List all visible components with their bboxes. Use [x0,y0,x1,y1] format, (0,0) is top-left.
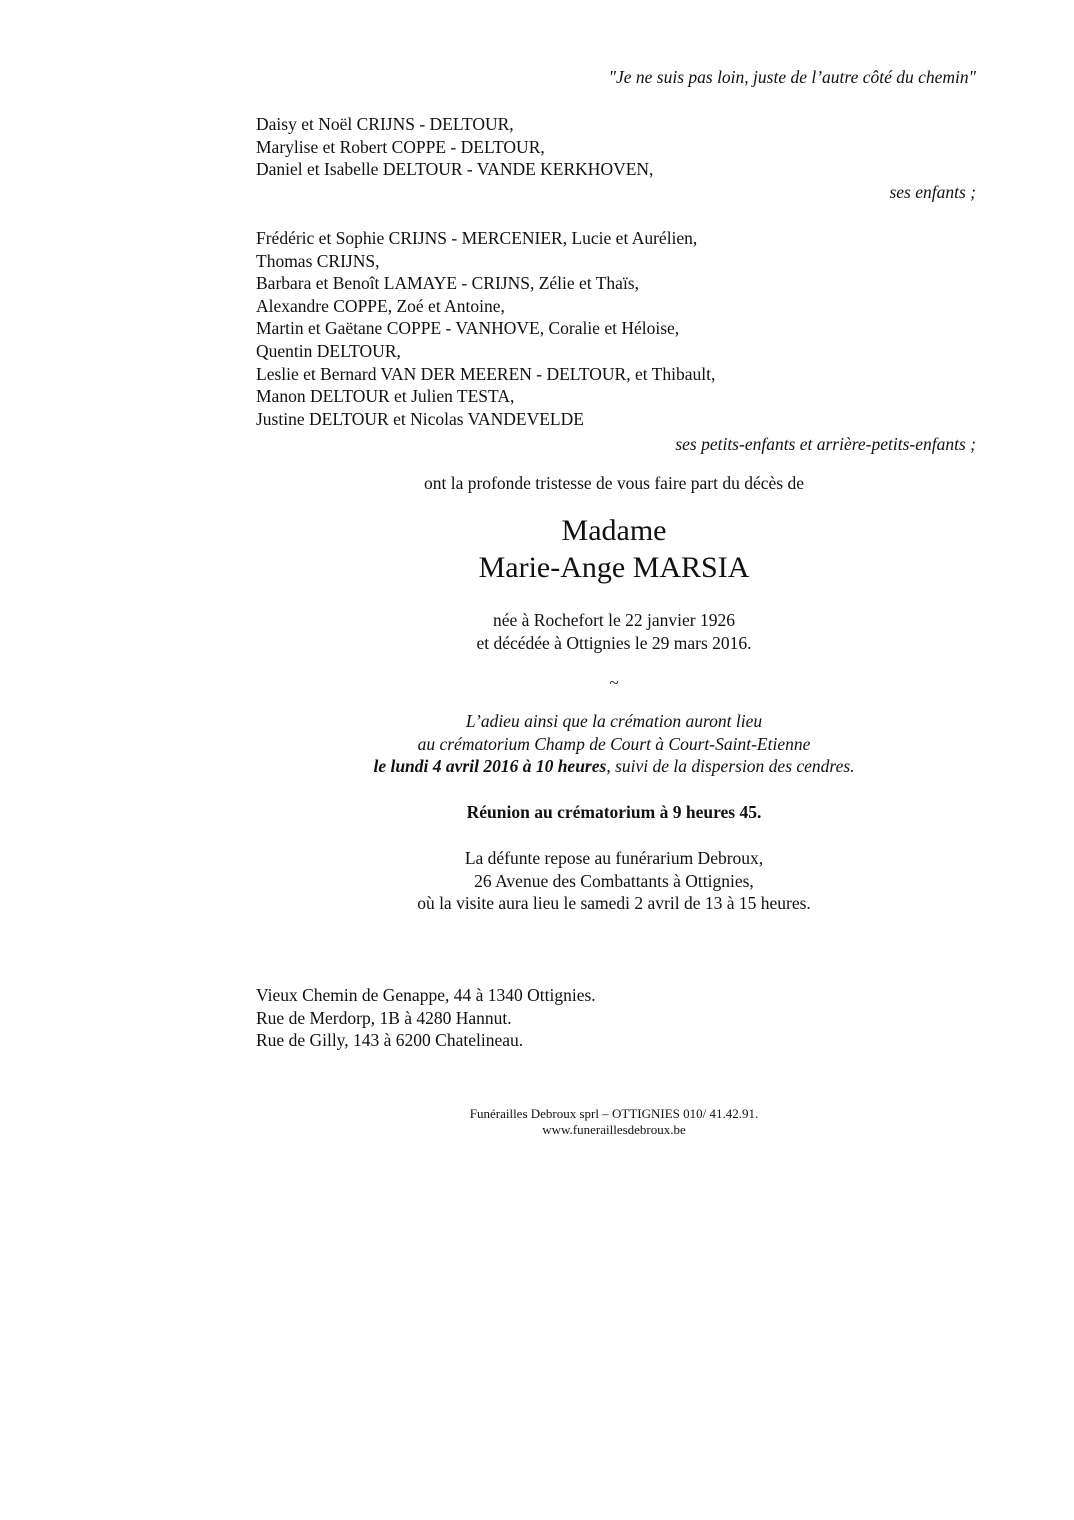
grandchild-name: Alexandre COPPE, Zoé et Antoine, [256,295,505,316]
ceremony-date-rest: , suivi de la dispersion des cendres. [606,756,855,777]
ceremony-date: le lundi 4 avril 2016 à 10 heures [373,756,607,777]
grandchildren-list [256,227,976,430]
deceased-heading [256,512,972,586]
meeting-text: Réunion au crématorium à 9 heures 45. [466,802,762,822]
grandchild-name: Justine DELTOUR et Nicolas VANDEVELDE [256,408,584,429]
child-name: Daniel et Isabelle DELTOUR - VANDE KERKHOVEN, [256,159,654,180]
ceremony-line-2: au crématorium Champ de Court à Court-Saint-Etienne [417,733,811,754]
deceased-title: Madame [561,514,667,547]
epigraph-quote [256,66,976,89]
grandchild-name: Leslie et Bernard VAN DER MEEREN - DELTOUR, et Thibault, [256,363,716,384]
address-line: Rue de Merdorp, 1B à 4280 Hannut. [256,1007,512,1028]
ceremony-date-line [256,755,972,778]
ceremony-line-1: L’adieu ainsi que la crémation auront lieu [465,711,763,731]
grandchild-name: Thomas CRIJNS, [256,250,380,271]
footer-website: www.funeraillesdebroux.be [542,1122,686,1137]
children-role [256,181,976,204]
footer [256,1106,972,1138]
children-list [256,113,976,181]
rests-line: 26 Avenue des Combattants à Ottignies, [474,870,754,891]
separator [256,672,972,695]
announcement [256,472,972,495]
child-name: Marylise et Robert COPPE - DELTOUR, [256,136,545,157]
grandchild-name: Barbara et Benoît LAMAYE - CRIJNS, Zélie et Thaïs, [256,273,639,294]
meeting-info [256,801,972,824]
address-line: Vieux Chemin de Genappe, 44 à 1340 Ottignies. [256,985,596,1005]
grandchildren-role [256,433,976,456]
announcement-text: ont la profonde tristesse de vous faire part du décès de [423,473,804,493]
grandchild-name: Martin et Gaëtane COPPE - VANHOVE, Coralie et Héloise, [256,318,680,339]
death-line: et décédée à Ottignies le 29 mars 2016. [476,632,752,653]
funeral-home-info [256,847,972,915]
rests-line: La défunte repose au funérarium Debroux, [464,848,764,868]
grandchildren-role-text: ses petits-enfants et arrière-petits-enfants ; [675,434,976,454]
family-addresses [256,984,976,1052]
life-dates [256,609,972,654]
rests-line: où la visite aura lieu le samedi 2 avril de 13 à 15 heures. [417,893,811,914]
grandchild-name: Manon DELTOUR et Julien TESTA, [256,386,515,407]
deceased-name: Marie-Ange MARSIA [478,551,750,584]
footer-company: Funérailles Debroux sprl – OTTIGNIES 010/ 41.42.91. [469,1106,759,1121]
ceremony-info [256,710,972,778]
epigraph-text: "Je ne suis pas loin, juste de l’autre côté du chemin" [608,67,976,87]
birth-line: née à Rochefort le 22 janvier 1926 [493,610,735,630]
child-name: Daisy et Noël CRIJNS - DELTOUR, [256,114,514,134]
children-role-text: ses enfants ; [889,182,976,202]
grandchild-name: Frédéric et Sophie CRIJNS - MERCENIER, Lucie et Aurélien, [256,228,698,248]
grandchild-name: Quentin DELTOUR, [256,340,401,361]
address-line: Rue de Gilly, 143 à 6200 Chatelineau. [256,1030,524,1051]
separator-glyph: ~ [609,673,619,692]
